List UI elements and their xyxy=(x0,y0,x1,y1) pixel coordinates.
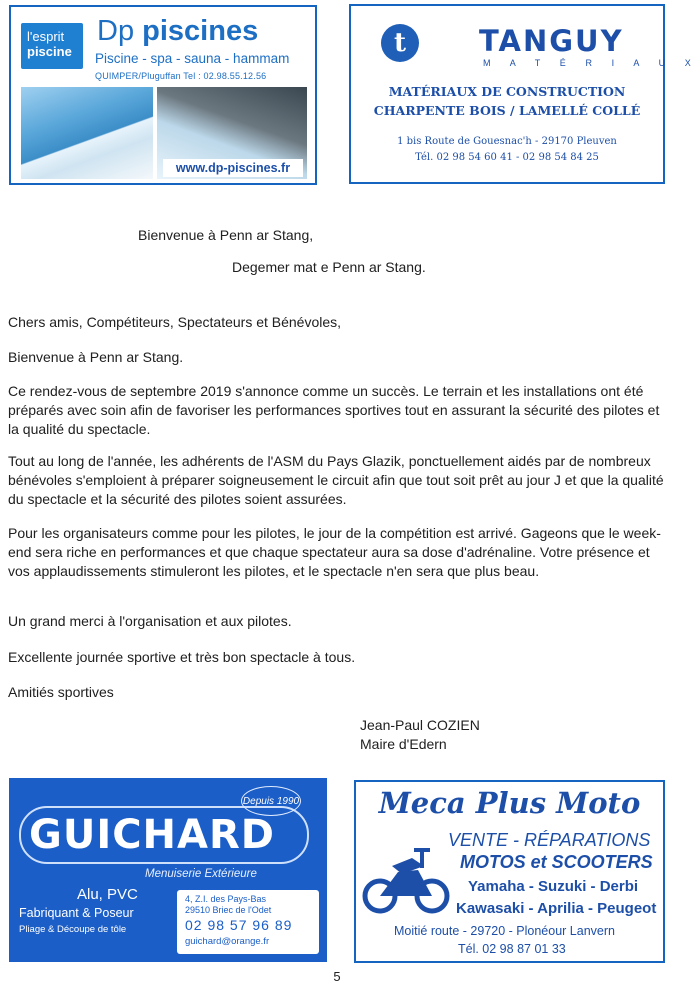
meca-tel: Tél. 02 98 87 01 33 xyxy=(458,942,566,956)
ad-guichard xyxy=(9,778,327,962)
greeting-french: Bienvenue à Penn ar Stang, xyxy=(138,227,314,243)
meca-address: Moitié route - 29720 - Plonéour Lanvern xyxy=(394,924,615,938)
greeting-breton: Degemer mat e Penn ar Stang. xyxy=(232,259,426,275)
meca-line-1: VENTE - RÉPARATIONS xyxy=(448,830,651,850)
title-prefix: Dp xyxy=(97,15,143,47)
guichard-address-1: 4, Z.I. des Pays-Bas xyxy=(185,894,267,904)
guichard-line-1: Alu, PVC xyxy=(77,886,138,903)
guichard-line-3: Pliage & Découpe de tôle xyxy=(19,924,127,935)
page-number: 5 xyxy=(333,969,341,984)
tanguy-tel: Tél. 02 98 54 60 41 - 02 98 54 84 25 xyxy=(415,152,599,163)
guichard-title: GUICHARD xyxy=(29,812,275,858)
tanguy-title: TANGUY xyxy=(479,24,624,58)
tanguy-subtitle: M A T É R I A U X xyxy=(483,58,699,68)
tanguy-line-2: CHARPENTE BOIS / LAMELLÉ COLLÉ xyxy=(373,103,641,118)
paragraph-5: Excellente journée sportive et très bon spectacle à tous. xyxy=(8,649,356,665)
ad-tanguy xyxy=(349,4,699,184)
logo-line-1: l'esprit xyxy=(27,29,65,44)
ad-meca-plus-moto xyxy=(354,780,665,963)
guichard-subtitle: Menuiserie Extérieure xyxy=(145,868,257,880)
paragraph-1: Ce rendez-vous de septembre 2019 s'annonce comme un succès. Le terrain et les installations ont été préparés avec soin afin de favoriser les performances sportives tout en assurant la sécurité des pilotes et la qualité du spectacle. xyxy=(8,383,660,437)
guichard-badge: Depuis 1990 xyxy=(241,786,301,816)
dp-piscines-address: QUIMPER/Pluguffan Tel : 02.98.55.12.56 xyxy=(95,71,267,81)
logo-line-2: piscine xyxy=(27,44,72,59)
tanguy-line-1: MATÉRIAUX DE CONSTRUCTION xyxy=(388,84,626,99)
tanguy-logo-icon: t xyxy=(381,24,419,62)
meca-line-3: Yamaha - Suzuki - Derbi xyxy=(468,878,639,895)
motorcycle-icon xyxy=(362,836,450,920)
signature-name: Jean-Paul COZIEN xyxy=(360,717,480,733)
meca-plus-moto-title: Meca Plus Moto xyxy=(378,786,641,820)
signature-title: Maire d'Edern xyxy=(360,736,447,752)
guichard-tel: 02 98 57 96 89 xyxy=(185,917,293,933)
welcome-line: Bienvenue à Penn ar Stang. xyxy=(8,349,184,365)
ad-dp-piscines xyxy=(9,5,317,185)
guichard-line-2: Fabriquant & Poseur xyxy=(19,906,134,920)
dp-piscines-title xyxy=(97,15,258,48)
paragraph-3: Pour les organisateurs comme pour les pilotes, le jour de la compétition est arrivé. Gageons que le week-end sera riche en performances et que chaque spectateur aura sa dose d'adrénaline. Votre présence et vos applaudissements stimuleront les pilotes, et le spectacle n'en sera que plus beau. xyxy=(8,525,661,579)
dp-piscines-subtitle: Piscine - spa - sauna - hammam xyxy=(95,51,290,66)
paragraph-4: Un grand merci à l'organisation et aux pilotes. xyxy=(8,613,292,629)
pool-photo xyxy=(21,87,153,179)
title-bold: piscines xyxy=(142,15,259,47)
guichard-email: guichard@orange.fr xyxy=(185,936,270,947)
closing: Amitiés sportives xyxy=(8,684,114,700)
tanguy-address: 1 bis Route de Gouesnac'h - 29170 Pleuven xyxy=(397,136,617,147)
paragraph-2: Tout au long de l'année, les adhérents de l'ASM du Pays Glazik, ponctuellement aidés par de nombreux bénévoles s'emploient à préparer soigneusement le circuit afin que tout soit prêt au jour J et que la qualité du spectacle et la sécurité des pilotes soient assurées. xyxy=(8,453,664,507)
meca-line-4: Kawasaki - Aprilia - Peugeot xyxy=(456,900,657,917)
meca-line-2: MOTOS et SCOOTERS xyxy=(460,852,653,872)
salutation: Chers amis, Compétiteurs, Spectateurs et Bénévoles, xyxy=(8,314,342,330)
dp-piscines-url: www.dp-piscines.fr xyxy=(163,159,303,177)
dp-piscines-logo xyxy=(21,23,83,69)
guichard-address-2: 29510 Briec de l'Odet xyxy=(185,905,272,915)
